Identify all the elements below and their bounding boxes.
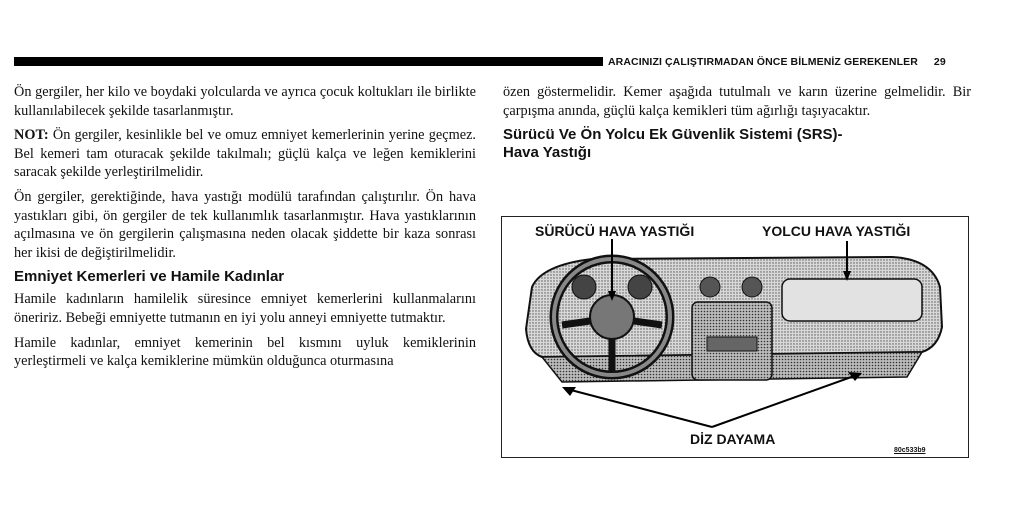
section-heading: Emniyet Kemerleri ve Hamile Kadınlar <box>14 268 285 286</box>
airbag-figure <box>501 216 969 458</box>
paragraph: Ön gergiler, gerektiğinde, hava yastığı modülü tarafından çalıştırılır. Ön hava yastıkları gibi, ön gergiler de tek kullanımlık tasarlanmıştır. Hava yastıklarının açılmasına ve ön gergilerin çalışmasına neden olacak şiddette bir kaza sonrası her ikisi de değiştirilmelidir. <box>14 188 476 261</box>
paragraph: Hamile kadınlar, emniyet kemerinin bel kısmını uyluk kemiklerinin yerleştirmeli ve kalça kemiklerine mümkün olduğunca oturmasına <box>14 334 476 370</box>
heading-line: Hava Yastığı <box>503 144 592 162</box>
note-paragraph <box>14 126 476 182</box>
paragraph: Ön gergiler, her kilo ve boydaki yolcularda ve ayrıca çocuk koltukları ile birlikte kullanılabilecek şekilde tasarlanmıştır. <box>14 84 476 119</box>
note-label: NOT: <box>14 127 49 144</box>
note-text: Ön gergiler, kesinlikle bel ve omuz emniyet kemerlerinin yerine geçmez. Bel kemeri tam oturacak şekilde takılmalı; güçlü kalça ve leğen kemiklerini saracak şekilde yerleştirilmelidir. <box>14 127 476 181</box>
knee-bolster-label: DİZ DAYAMA <box>690 431 776 447</box>
vent-right-shape <box>742 277 762 297</box>
driver-airbag-hub-shape <box>590 295 634 339</box>
paragraph: Hamile kadınların hamilelik süresince emniyet kemerlerini kullanmalarını öneririz. Bebeği emniyette tutmanın en iyi yolu anneyi emniyette tutmaktır. <box>14 291 476 326</box>
radio-shape <box>707 337 757 351</box>
running-header <box>608 56 946 68</box>
left-column <box>14 83 476 377</box>
passenger-airbag-panel-shape <box>782 279 922 321</box>
heading-line: Sürücü Ve Ön Yolcu Ek Güvenlik Sistemi (SRS)- <box>503 126 843 144</box>
section-heading <box>503 126 971 162</box>
page-number: 29 <box>933 56 946 68</box>
dashboard-illustration <box>502 217 968 457</box>
figure-code: 80c533b9 <box>894 447 926 454</box>
passenger-airbag-label: YOLCU HAVA YASTIĞI <box>762 223 911 239</box>
right-column <box>503 83 971 166</box>
header-title: ARACINIZI ÇALIŞTIRMADAN ÖNCE BİLMENİZ GEREKENLER <box>608 56 918 68</box>
driver-airbag-label: SÜRÜCÜ HAVA YASTIĞI <box>535 223 695 239</box>
paragraph: özen göstermelidir. Kemer aşağıda tutulmalı ve karın üzerine gelmelidir. Bir çarpışma anında, güçlü kalça kemikleri tüm ağırlığı taşıyacaktır. <box>503 84 971 119</box>
header-rule <box>14 57 603 66</box>
vent-left-shape <box>700 277 720 297</box>
